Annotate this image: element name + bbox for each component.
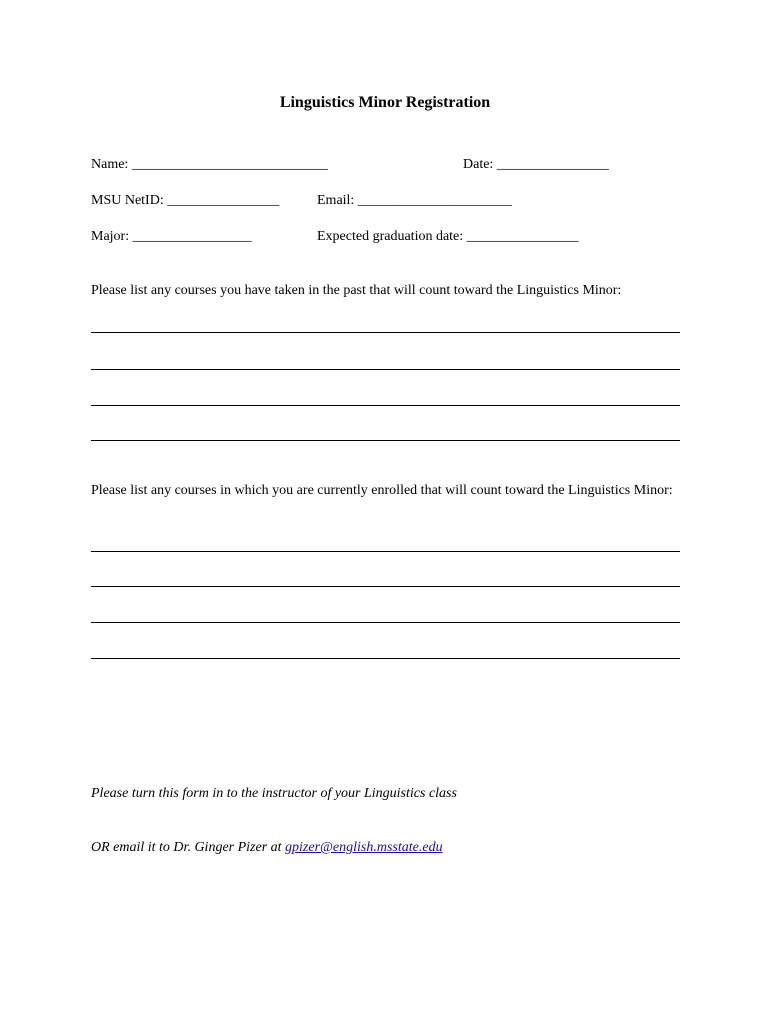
current-course-line[interactable]: [91, 622, 680, 623]
major-field[interactable]: Major: _________________: [91, 229, 252, 244]
past-courses-prompt: Please list any courses you have taken in the past that will count toward the Linguistics Minor:: [91, 283, 622, 298]
email-link[interactable]: gpizer@english.msstate.edu: [285, 840, 443, 855]
past-course-line[interactable]: [91, 332, 680, 333]
email-field[interactable]: Email: ______________________: [317, 193, 512, 208]
name-field[interactable]: Name: ____________________________: [91, 157, 328, 172]
past-course-line[interactable]: [91, 405, 680, 406]
instruction-line-2-text: OR email it to Dr. Ginger Pizer at: [91, 840, 286, 855]
past-course-line[interactable]: [91, 440, 680, 441]
current-course-line[interactable]: [91, 586, 680, 587]
current-course-line[interactable]: [91, 551, 680, 552]
current-course-line[interactable]: [91, 658, 680, 659]
submission-instructions: [91, 749, 457, 875]
instruction-line-2: [91, 839, 457, 857]
past-course-line[interactable]: [91, 369, 680, 370]
graduation-date-field[interactable]: Expected graduation date: ________________: [317, 229, 579, 244]
netid-field[interactable]: MSU NetID: ________________: [91, 193, 280, 208]
instruction-line-1: Please turn this form in to the instructor of your Linguistics class: [91, 786, 457, 801]
page-title: Linguistics Minor Registration: [279, 94, 491, 111]
current-courses-prompt: Please list any courses in which you are currently enrolled that will count toward the Linguistics Minor:: [91, 483, 673, 498]
date-field[interactable]: Date: ________________: [463, 157, 609, 172]
